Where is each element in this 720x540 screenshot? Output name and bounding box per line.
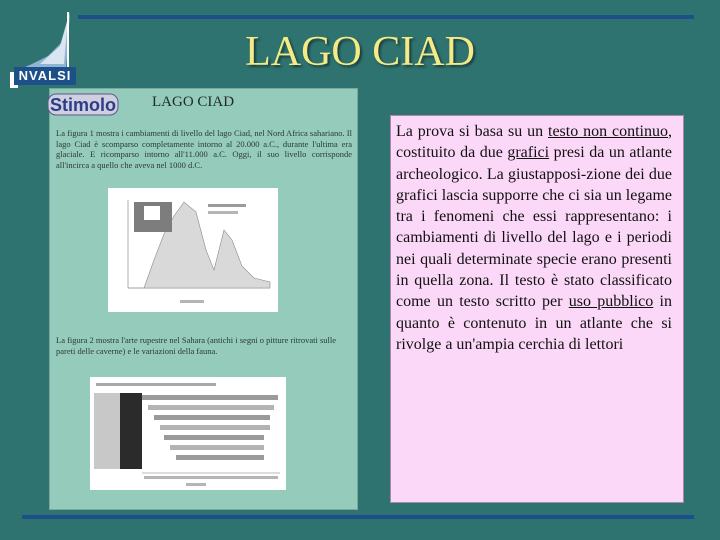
panel-title: LAGO CIAD xyxy=(152,94,235,110)
stimolo-badge-label: Stimolo xyxy=(50,95,116,115)
page-title: LAGO CIAD xyxy=(245,29,475,75)
logo-text: NVALSI xyxy=(14,67,76,85)
stimolo-badge xyxy=(47,91,119,117)
top-rule xyxy=(78,15,694,19)
underlined-uso-pubblico: uso pubblico xyxy=(568,293,654,311)
stimulus-paragraph-2: La figura 2 mostra l'arte rupestre nel Sahara (antichi i segni o pitture ritrovati sulle pareti delle caverne) e le variazioni della fauna. xyxy=(56,335,337,356)
figure-2-rock-art-fauna-chart xyxy=(90,377,286,490)
underlined-testo-non-continuo: testo non continuo xyxy=(548,123,668,140)
underlined-grafici: grafici xyxy=(507,144,550,162)
stimulus-paragraph-1: La figura 1 mostra i cambiamenti di livello del lago Ciad, nel Nord Africa sahariano. Il lago Ciad è scomparso completamente intorno al 20.000 a.C., durante l'ultima era glaciale. E ricomparso intorno all'11.000 a.C. Oggi, il suo livello corrisponde all'incirca a quello che aveva nel 1000 d.C. xyxy=(56,128,352,170)
figure-1-lake-level-chart xyxy=(108,188,278,312)
description-text: La prova si basa su un testo non continuo, costituito da due grafici presi da un atlante archeologico. La giustapposi-zione dei due grafici lascia supporre che ci sia un legame tra i fenomeni che essi rappresentano: i cambiamenti di livello del lago e i periodi nei quali determinate specie erano presenti in quella zona. Il testo è stato classificato come un testo scritto per uso pubblico in quanto è contenuto in un atlante che si rivolge a un'ampia cerchia di lettori xyxy=(396,123,673,353)
bottom-rule xyxy=(22,515,694,519)
